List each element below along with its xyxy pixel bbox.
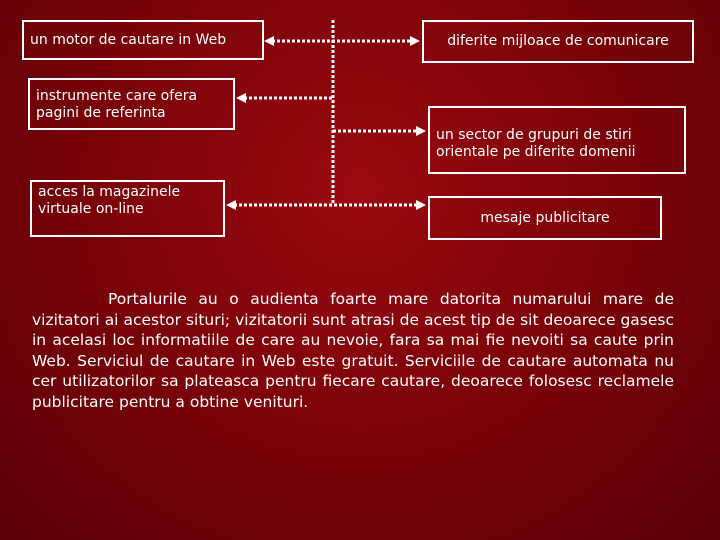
box-reference-tools xyxy=(28,78,235,130)
box-search-engine-label: un motor de cautare in Web xyxy=(30,31,227,48)
arrow-left-tools xyxy=(236,93,246,103)
box-advertising xyxy=(428,196,662,240)
box-reference-tools-label: instrumente care ofera pagini de referinta xyxy=(36,88,198,121)
box-advertising-label: mesaje publicitare xyxy=(480,209,610,226)
arrow-right-comm xyxy=(410,36,420,46)
body-paragraph: Portalurile au o audienta foarte mare datorita numarului mare de vizitatori ai acestor situri; vizitatorii sunt atrasi de acest tip de sit deoarece gasesc in acelasi loc informatiile de care au nevoie, fara sa mai fie nevoiti sa caute prin Web. Serviciul de cautare in Web este gratuit. Serviciile de cautare automata nu cer utilizatorilor sa plateasca pentru fiecare cautare, deoarece folosesc reclamele publicitare pentru a obtine venituri. xyxy=(32,290,674,411)
box-news-groups-label: un sector de grupuri de stiri orientale pe diferite domenii xyxy=(436,127,636,160)
box-virtual-shops xyxy=(30,180,225,237)
box-news-groups xyxy=(428,106,686,174)
box-virtual-shops-label: acces la magazinele virtuale on-line xyxy=(38,184,181,217)
arrow-right-ads xyxy=(416,200,426,210)
arrow-right-groups xyxy=(416,126,426,136)
arrow-left-shops xyxy=(226,200,236,210)
arrow-left-search xyxy=(264,36,274,46)
box-communication-means-label: diferite mijloace de comunicare xyxy=(447,33,669,49)
box-search-engine xyxy=(22,20,264,60)
box-communication-means xyxy=(422,20,694,63)
